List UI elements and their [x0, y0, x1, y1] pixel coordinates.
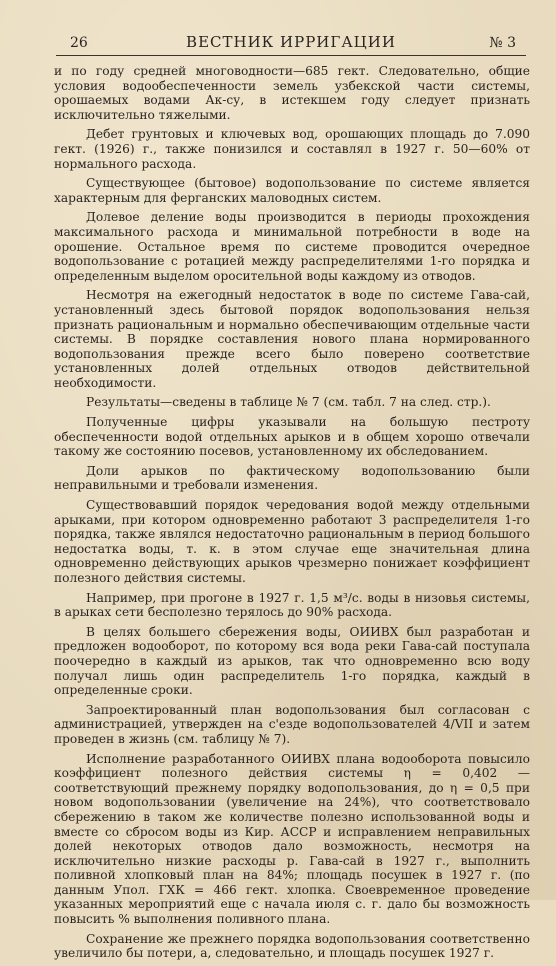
paragraph: Сохранение же прежнего порядка водопользования соответственно увеличило бы потери, а, следовательно, и площадь посушек 1927 г. [54, 931, 530, 961]
issue-number: № 3 [489, 35, 516, 51]
article-body [54, 64, 530, 966]
paragraph: и по году средней многоводности—685 гект. Следовательно, общие условия водообеспеченности земель узбекской части системы, орошаемых водами Ак-су, в истекшем году следует признать исключительно тяжелыми. [54, 64, 530, 122]
paragraph: Дебет грунтовых и ключевых вод, орошающих площадь до 7.090 гект. (1926) г., также понизился и составлял в 1927 г. 50—60% от нормального расхода. [54, 127, 530, 171]
paragraph: Например, при прогоне в 1927 г. 1,5 м³/с. воды в низовья системы, в арыках сети бесполезно терялось до 90% расхода. [54, 590, 530, 620]
page-number: 26 [70, 35, 88, 51]
paragraph: Долевое деление воды производится в периоды прохождения максимального расхода и минимальной потребности в воде на орошение. Остальное время по системе проводится очередное водопользование с ротацией между распределителями 1-го порядка и определенным выделом оросительной воды каждому из отводов. [54, 210, 530, 283]
paragraph: Исполнение разработанного ОИИВХ плана водооборота повысило коэффициент полезного действия системы η = 0,402 — соответствующий прежнему порядку водопользования, до η = 0,5 при новом водопользовании (увеличение на 24%), что соответствовало сбережению в таком же количестве полезно использованной воды и вместе со сбросом воды из Кир. АССР и исправлением неправильных долей некоторых отводов дало возможность, несмотря на исключительно низкие расходы р. Гава-сай в 1927 г., выполнить поливной хлопковый план на 84%; площадь посушек в 1927 г. (по данным Упол. ГХК = 466 гект. хлопка. Своевременное проведение указанных мероприятий еще с начала июля с. г. дало бы возможность повысить % выполнения поливного плана. [54, 751, 530, 927]
paragraph: Доли арыков по фактическому водопользованию были неправильными и требовали изменения. [54, 463, 530, 493]
paragraph: Результаты—сведены в таблице № 7 (см. табл. 7 на след. стр.). [86, 395, 491, 410]
paragraph: Существовавший порядок чередования водой между отдельными арыками, при котором одновременно работают 3 распределителя 1-го порядка, также являлся недостаточно рациональным в период большого недостатка воды, т. к. в этом случае еще значительная длина одновременно действующих арыков чрезмерно понижает коэффициент полезного действия системы. [54, 498, 530, 585]
paragraph: В целях большего сбережения воды, ОИИВХ был разработан и предложен водооборот, по которому вся вода реки Гава-сай поступала поочередно в каждый из арыков, так что одновременно всю воду получал лишь один распределитель 1-го порядка, каждый в определенные сроки. [54, 624, 530, 698]
paragraph: Запроектированный план водопользования был согласован с администрацией, утвержден на с'езде водопользователей 4/VII и затем проведен в жизнь (см. таблицу № 7). [54, 702, 530, 746]
journal-title: ВЕСТНИК ИРРИГАЦИИ [186, 33, 396, 51]
paragraph: Существующее (бытовое) водопользование по системе является характерным для ферганских маловодных систем. [54, 176, 530, 205]
paragraph: Несмотря на ежегодный недостаток в воде по системе Гава-сай, установленный здесь бытовой порядок водопользования нельзя признать рациональным и нормально обеспечивающим отдельные части системы. В порядке составления нового плана нормированного водопользования прежде всего было поверено соответствие установленных долей отдельных отводов действительной необходимости. [54, 288, 530, 390]
running-header [56, 33, 526, 56]
paragraph: Полученные цифры указывали на большую пестроту обеспеченности водой отдельных арыков и в общем хорошо отвечали такому же состоянию посевов, установленному их обследованием. [54, 415, 530, 459]
